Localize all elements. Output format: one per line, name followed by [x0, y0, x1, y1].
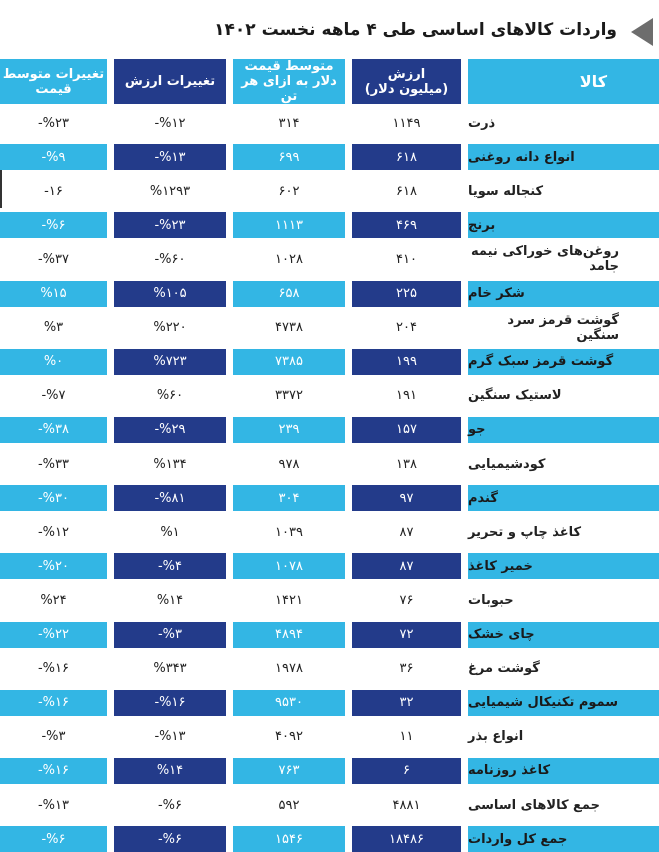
header-avg-price: متوسط قیمت دلار به ازای هر تن: [233, 59, 345, 104]
header-value-change: تغییرات ارزش: [114, 59, 226, 104]
cell-price-change: -%۳۰: [0, 485, 107, 511]
cell-price-change: -%۳۳: [37, 456, 69, 472]
table-row: [0, 826, 659, 852]
cell-value: ۴۶۹: [352, 212, 461, 238]
cell-price-change: -%۷: [41, 388, 66, 404]
cell-value: ۱۵۷: [352, 417, 461, 443]
cell-price-change: %۱۵: [0, 281, 107, 307]
cell-avg-price: ۹۷۸: [278, 456, 300, 472]
cell-avg-price: ۷۶۳: [233, 758, 345, 784]
cell-good: گندم: [468, 485, 659, 511]
cell-avg-price: ۱۵۴۶: [233, 826, 345, 852]
cell-avg-price: ۱۴۲۱: [275, 592, 303, 608]
cell-value: ۱۱۴۹: [392, 115, 421, 131]
cell-value-change: %۶۰: [156, 388, 184, 404]
cell-good: جمع کالاهای اساسی: [468, 797, 601, 813]
cell-price-change: -%۱۶: [37, 661, 69, 677]
cell-price-change: -%۹: [0, 144, 107, 170]
cell-value-change: -%۲۳: [114, 212, 226, 238]
cell-value-change: %۱۲۹۳: [149, 183, 191, 199]
cell-price-change: -%۳۸: [0, 417, 107, 443]
table-row: [0, 587, 659, 613]
cell-price-change: %۲۴: [40, 592, 67, 608]
cell-value-change: %۱۴: [114, 758, 226, 784]
cell-value-change: -%۱۲: [154, 115, 186, 131]
table-row: [0, 519, 659, 545]
cell-value-change: %۷۲۳: [114, 349, 226, 375]
cell-avg-price: ۶۰۲: [278, 183, 300, 199]
header-price-change: تغییرات متوسط قیمت: [0, 59, 107, 104]
cell-value-change: -%۱۳: [114, 144, 226, 170]
table-row: [0, 758, 659, 784]
cell-price-change: -%۱۶: [0, 690, 107, 716]
table-row: [0, 656, 659, 682]
table-header: [0, 59, 659, 104]
table-row: [0, 244, 659, 275]
table-row: [0, 383, 659, 409]
table-row: [0, 349, 659, 375]
cell-value: ۱۸۴۸۶: [352, 826, 461, 852]
cell-value-change: %۳۴۳: [153, 661, 187, 677]
cell-avg-price: ۳۳۷۲: [275, 388, 303, 404]
cell-good: خمیر کاغذ: [468, 553, 659, 579]
cell-good: جو: [468, 417, 659, 443]
cell-avg-price: ۲۳۹: [233, 417, 345, 443]
cell-value-change: -%۱۳: [154, 729, 186, 745]
table-row: [0, 622, 659, 648]
cell-value-change: -%۴: [114, 553, 226, 579]
cell-avg-price: ۷۳۸۵: [233, 349, 345, 375]
cell-value: ۲۰۴: [396, 320, 417, 336]
cell-price-change: -%۶: [0, 826, 107, 852]
cell-value: ۳۶: [399, 661, 414, 677]
cell-avg-price: ۱۱۱۳: [233, 212, 345, 238]
cell-good: سموم تکنیکال شیمیایی: [468, 690, 659, 716]
cell-good: چای خشک: [468, 622, 659, 648]
cell-avg-price: ۶۹۹: [233, 144, 345, 170]
cell-value-change: -%۳: [114, 622, 226, 648]
cell-value-change: %۱۰۵: [114, 281, 226, 307]
chart-title: واردات کالاهای اساسی طی ۴ ماهه نخست ۱۴۰۲: [214, 20, 617, 40]
cell-value: ۱۳۸: [396, 456, 417, 472]
cell-value: ۷۲: [352, 622, 461, 648]
cell-good: گوشت قرمز سرد سنگین: [507, 312, 619, 343]
cell-price-change: -%۲۲: [0, 622, 107, 648]
cell-price-change: -%۱۲: [37, 524, 69, 540]
cell-good: برنج: [468, 212, 659, 238]
table-row: [0, 312, 659, 343]
title-arrow-icon: [631, 18, 653, 46]
cell-good: جمع کل واردات: [468, 826, 659, 852]
cell-price-change: -%۲۰: [0, 553, 107, 579]
cell-avg-price: ۴۸۹۴: [233, 622, 345, 648]
cell-value: ۲۲۵: [352, 281, 461, 307]
cell-good: گوشت مرغ: [468, 661, 540, 677]
cell-good: ذرت: [468, 115, 496, 131]
table-row: [0, 792, 659, 818]
cell-value-change: -%۶: [157, 797, 183, 813]
table-row: [0, 553, 659, 579]
table-row: [0, 451, 659, 477]
cell-price-change: -%۲۳: [37, 115, 69, 131]
cell-avg-price: ۶۵۸: [233, 281, 345, 307]
table-row: [0, 724, 659, 750]
cell-price-change: %۳: [43, 320, 64, 336]
cell-value: ۱۹۹: [352, 349, 461, 375]
table-row: [0, 485, 659, 511]
cell-value: ۴۸۸۱: [392, 797, 421, 813]
cell-value: ۸۷: [399, 524, 414, 540]
cell-value-change: -%۱۶: [114, 690, 226, 716]
cell-good: انواع دانه روغنی: [468, 144, 659, 170]
cell-value: ۹۷: [352, 485, 461, 511]
cell-value-change: %۲۲۰: [153, 320, 187, 336]
cell-price-change: -%۳: [41, 729, 66, 745]
cell-value-change: %۱۴: [156, 592, 184, 608]
header-good: کالا: [468, 59, 659, 104]
cell-value: ۶: [352, 758, 461, 784]
cell-avg-price: ۳۱۴: [278, 115, 300, 131]
cell-value-change: %۱: [160, 524, 180, 540]
cell-price-change: -%۱۶: [0, 758, 107, 784]
cell-value: ۱۹۱: [396, 388, 417, 404]
cell-good: کنجاله سویا: [468, 183, 544, 199]
table-row: [0, 178, 659, 204]
cell-avg-price: ۴۰۹۲: [275, 729, 303, 745]
cell-good: گوشت قرمز سبک گرم: [468, 349, 659, 375]
cell-value: ۴۱۰: [396, 251, 417, 267]
cell-price-change: -۱۶: [44, 183, 63, 199]
cell-avg-price: ۱۹۷۸: [275, 661, 303, 677]
cell-value-change: -%۲۹: [114, 417, 226, 443]
cell-value: ۳۲: [352, 690, 461, 716]
cell-value-change: -%۸۱: [114, 485, 226, 511]
cell-value-change: %۱۳۴: [153, 456, 187, 472]
cell-value: ۶۱۸: [396, 183, 417, 199]
cell-good: انواع بذر: [468, 729, 524, 745]
cell-price-change: -%۱۳: [37, 797, 69, 813]
cell-avg-price: ۱۰۳۹: [275, 524, 303, 540]
cell-good: شکر خام: [468, 281, 659, 307]
cell-value: ۸۷: [352, 553, 461, 579]
cell-good: روغن‌های خوراکی نیمه جامد: [471, 244, 619, 275]
cell-value-change: -%۶۰: [154, 251, 186, 267]
cell-avg-price: ۱۰۲۸: [275, 251, 303, 267]
table-row: [0, 212, 659, 238]
table-row: [0, 417, 659, 443]
header-value: ارزش (میلیون دلار): [352, 59, 461, 104]
header: [0, 0, 659, 60]
cell-good: لاستیک سنگین: [468, 388, 562, 404]
cell-price-change: -%۳۷: [37, 251, 69, 267]
cell-avg-price: ۳۰۴: [233, 485, 345, 511]
cell-value: ۷۶: [399, 592, 414, 608]
cell-value: ۶۱۸: [352, 144, 461, 170]
cell-avg-price: ۹۵۳۰: [233, 690, 345, 716]
cell-good: کاغذ چاپ و تحریر: [468, 524, 582, 540]
cell-good: کاغذ روزنامه: [468, 758, 659, 784]
cell-value: ۱۱: [399, 729, 414, 745]
cell-avg-price: ۵۹۲: [278, 797, 300, 813]
cell-price-change: -%۶: [0, 212, 107, 238]
cell-avg-price: ۴۷۳۸: [275, 320, 303, 336]
table-row: [0, 690, 659, 716]
cell-good: حبوبات: [468, 592, 514, 608]
cell-avg-price: ۱۰۷۸: [233, 553, 345, 579]
cell-price-change: %۰: [0, 349, 107, 375]
cell-value-change: -%۶: [114, 826, 226, 852]
cell-good: کودشیمیایی: [468, 456, 546, 472]
table-row: [0, 110, 659, 136]
table-row: [0, 144, 659, 170]
table-row: [0, 281, 659, 307]
